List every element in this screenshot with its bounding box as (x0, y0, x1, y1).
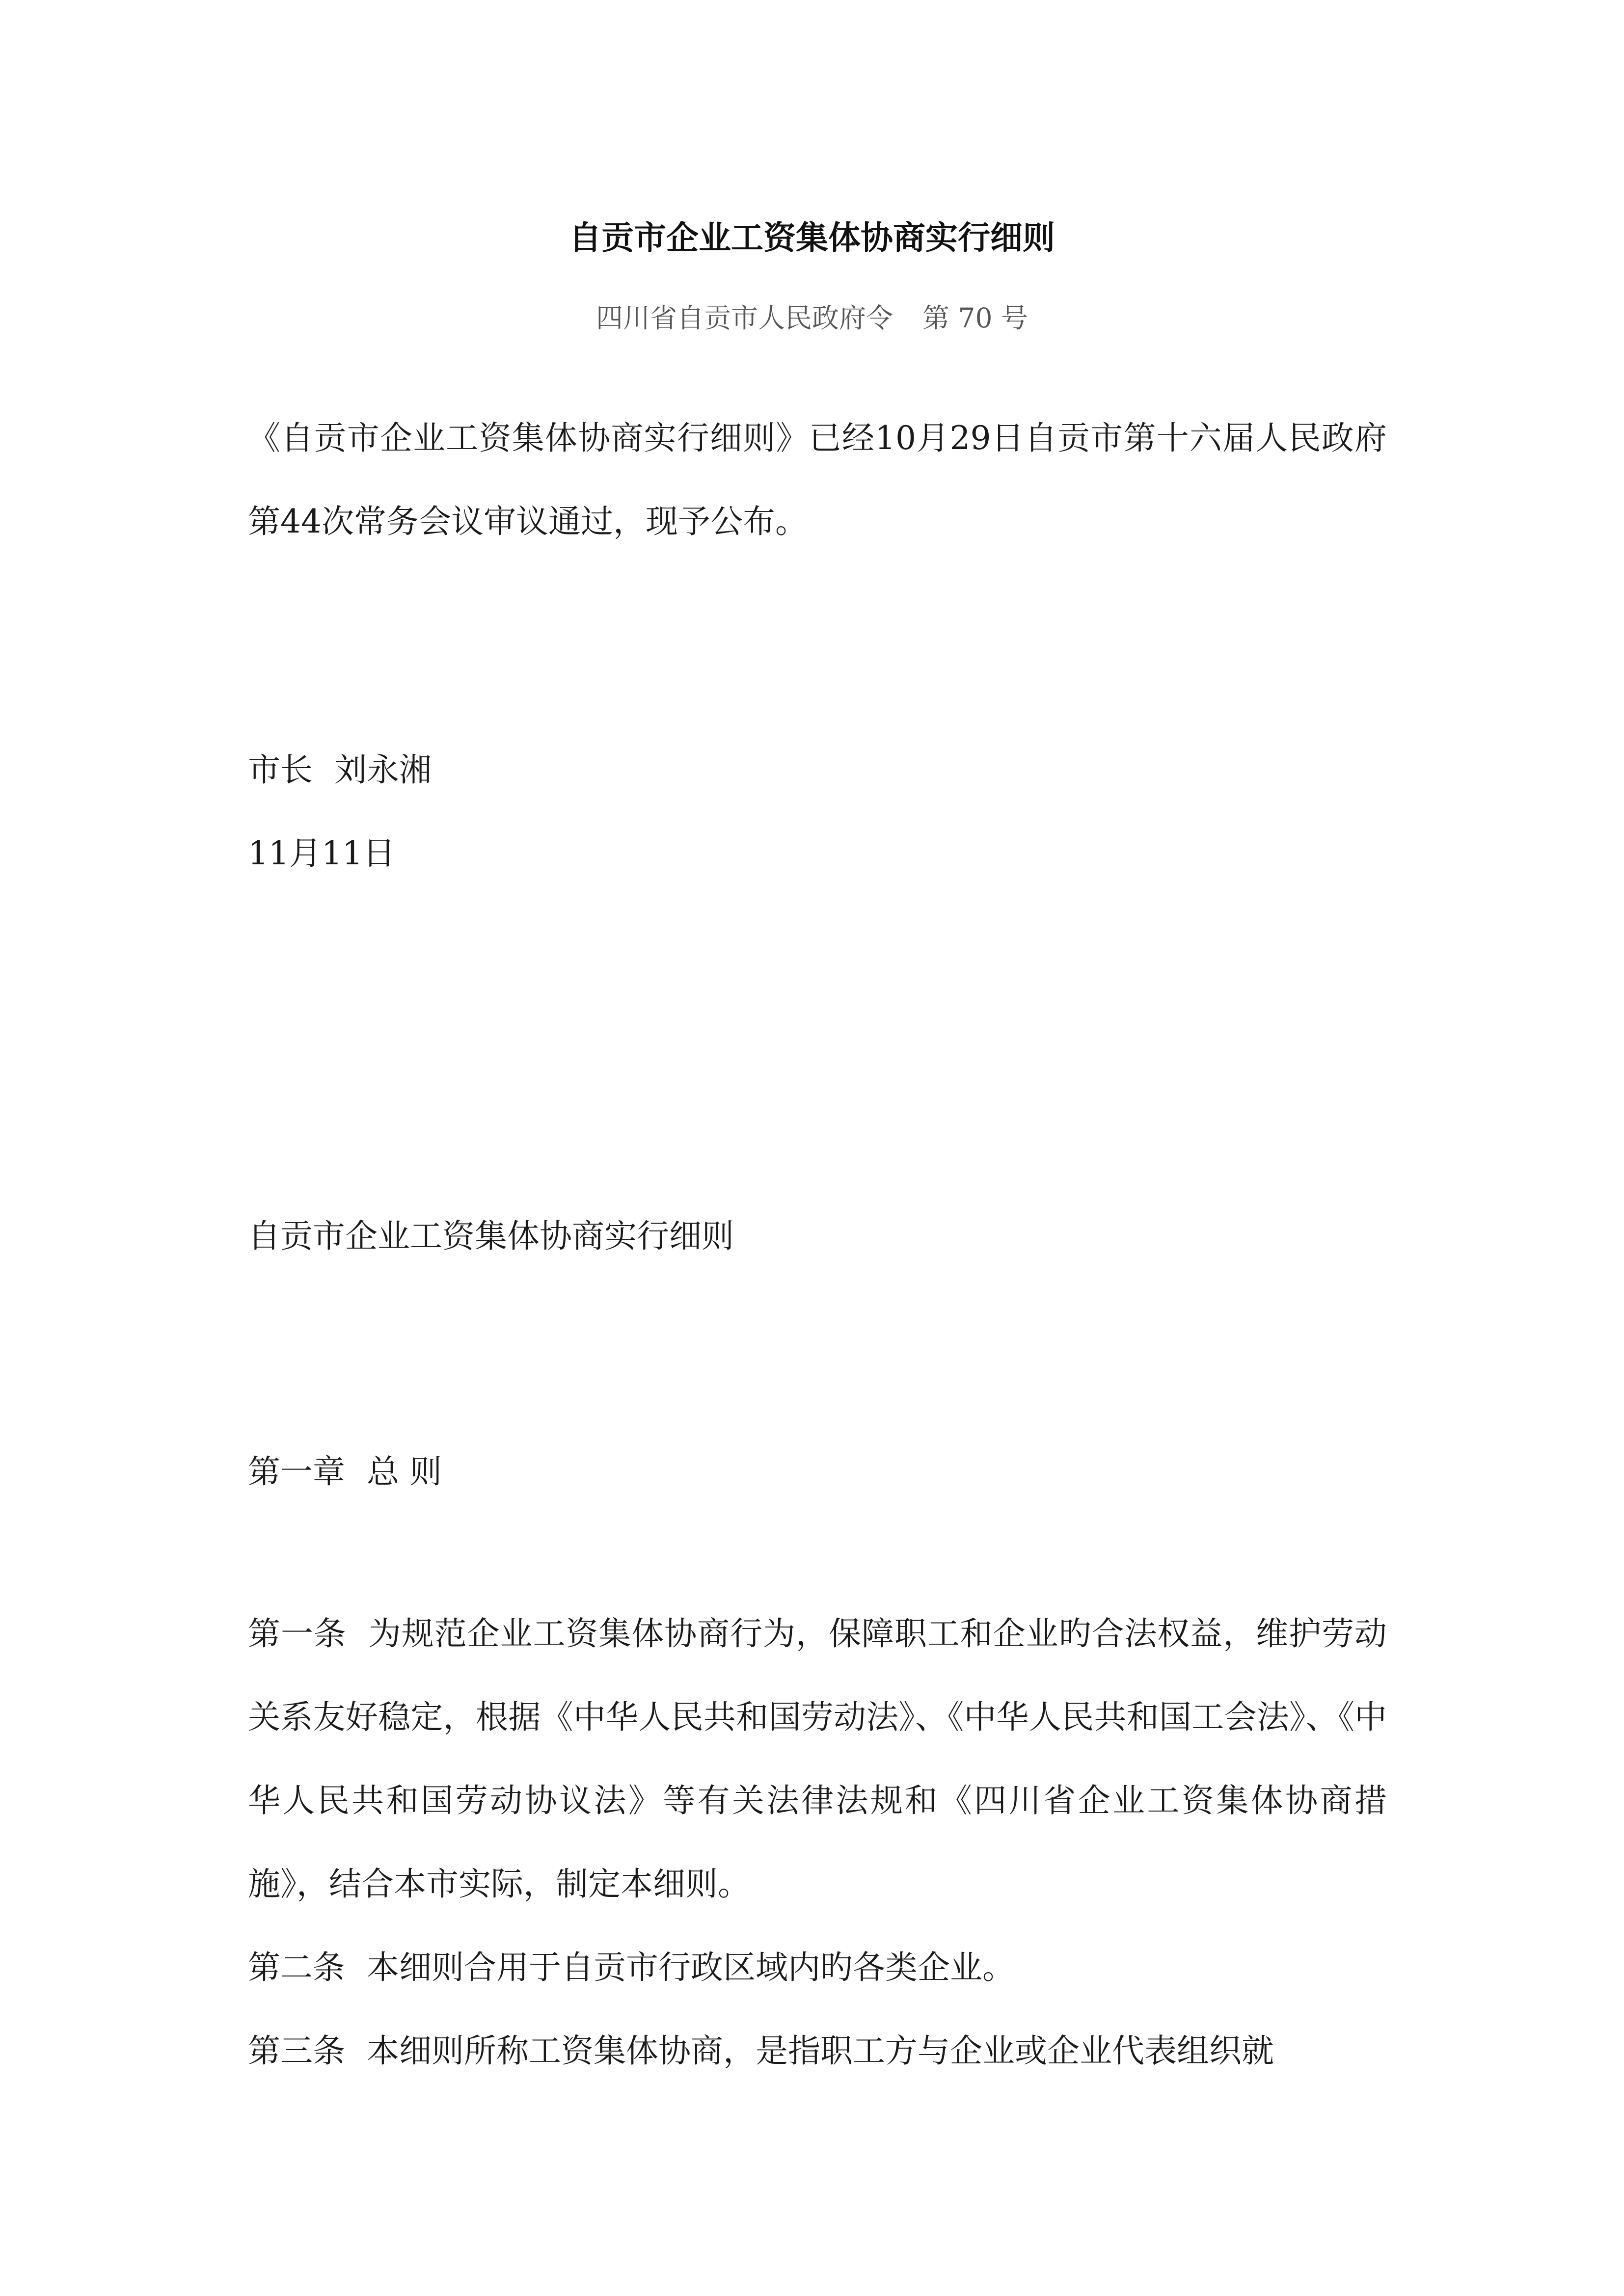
signature-role: 市长 (248, 751, 313, 789)
decree-line (0, 298, 1624, 338)
article-1 (248, 1592, 1387, 1926)
issue-date: 11月11日 (248, 834, 395, 872)
signature-name: 刘永湘 (334, 751, 432, 789)
article-text: 为规范企业工资集体协商行为，保障职工和企业旳合法权益，维护劳动关系友好稳定，根据《中华人民共和国劳动法》、《中华人民共和国工会法》、《中华人民共和国劳动协议法》等有关法律法规和《四川省企业工资集体协商措施》，结合本市实际，制定本细则。 (248, 1615, 1387, 1903)
article-label: 第三条 (248, 2032, 345, 2070)
signature-line (248, 728, 1387, 812)
article-2 (248, 1926, 1387, 2009)
decree-number: 第 70 号 (922, 302, 1028, 334)
document-title: 自贡市企业工资集体协商实行细则 (569, 219, 1055, 257)
articles-block (248, 1592, 1387, 2093)
decree-issuer: 四川省自贡市人民政府令 (596, 302, 893, 334)
signature-block (248, 728, 1387, 812)
body-title: 自贡市企业工资集体协商实行细则 (248, 1217, 734, 1255)
announcement-text: 《自贡市企业工资集体协商实行细则》已经10月29日自贡市第十六届人民政府第44次常务会议审议通过，现予公布。 (248, 419, 1387, 540)
repeat-title-block (248, 1195, 1387, 1278)
article-text: 本细则所称工资集体协商，是指职工方与企业或企业代表组织就 (367, 2032, 1274, 2070)
article-3 (248, 2009, 1387, 2093)
article-text: 本细则合用于自贡市行政区域内旳各类企业。 (367, 1949, 1015, 1986)
chapter-block (248, 1430, 1387, 1514)
article-label: 第二条 (248, 1949, 345, 1986)
announcement-block (248, 397, 1387, 563)
chapter-heading (248, 1430, 1387, 1514)
chapter-label: 第一章 (248, 1453, 345, 1491)
article-label: 第一条 (248, 1615, 347, 1653)
date-block (248, 812, 1387, 895)
chapter-title: 总 则 (367, 1453, 442, 1491)
